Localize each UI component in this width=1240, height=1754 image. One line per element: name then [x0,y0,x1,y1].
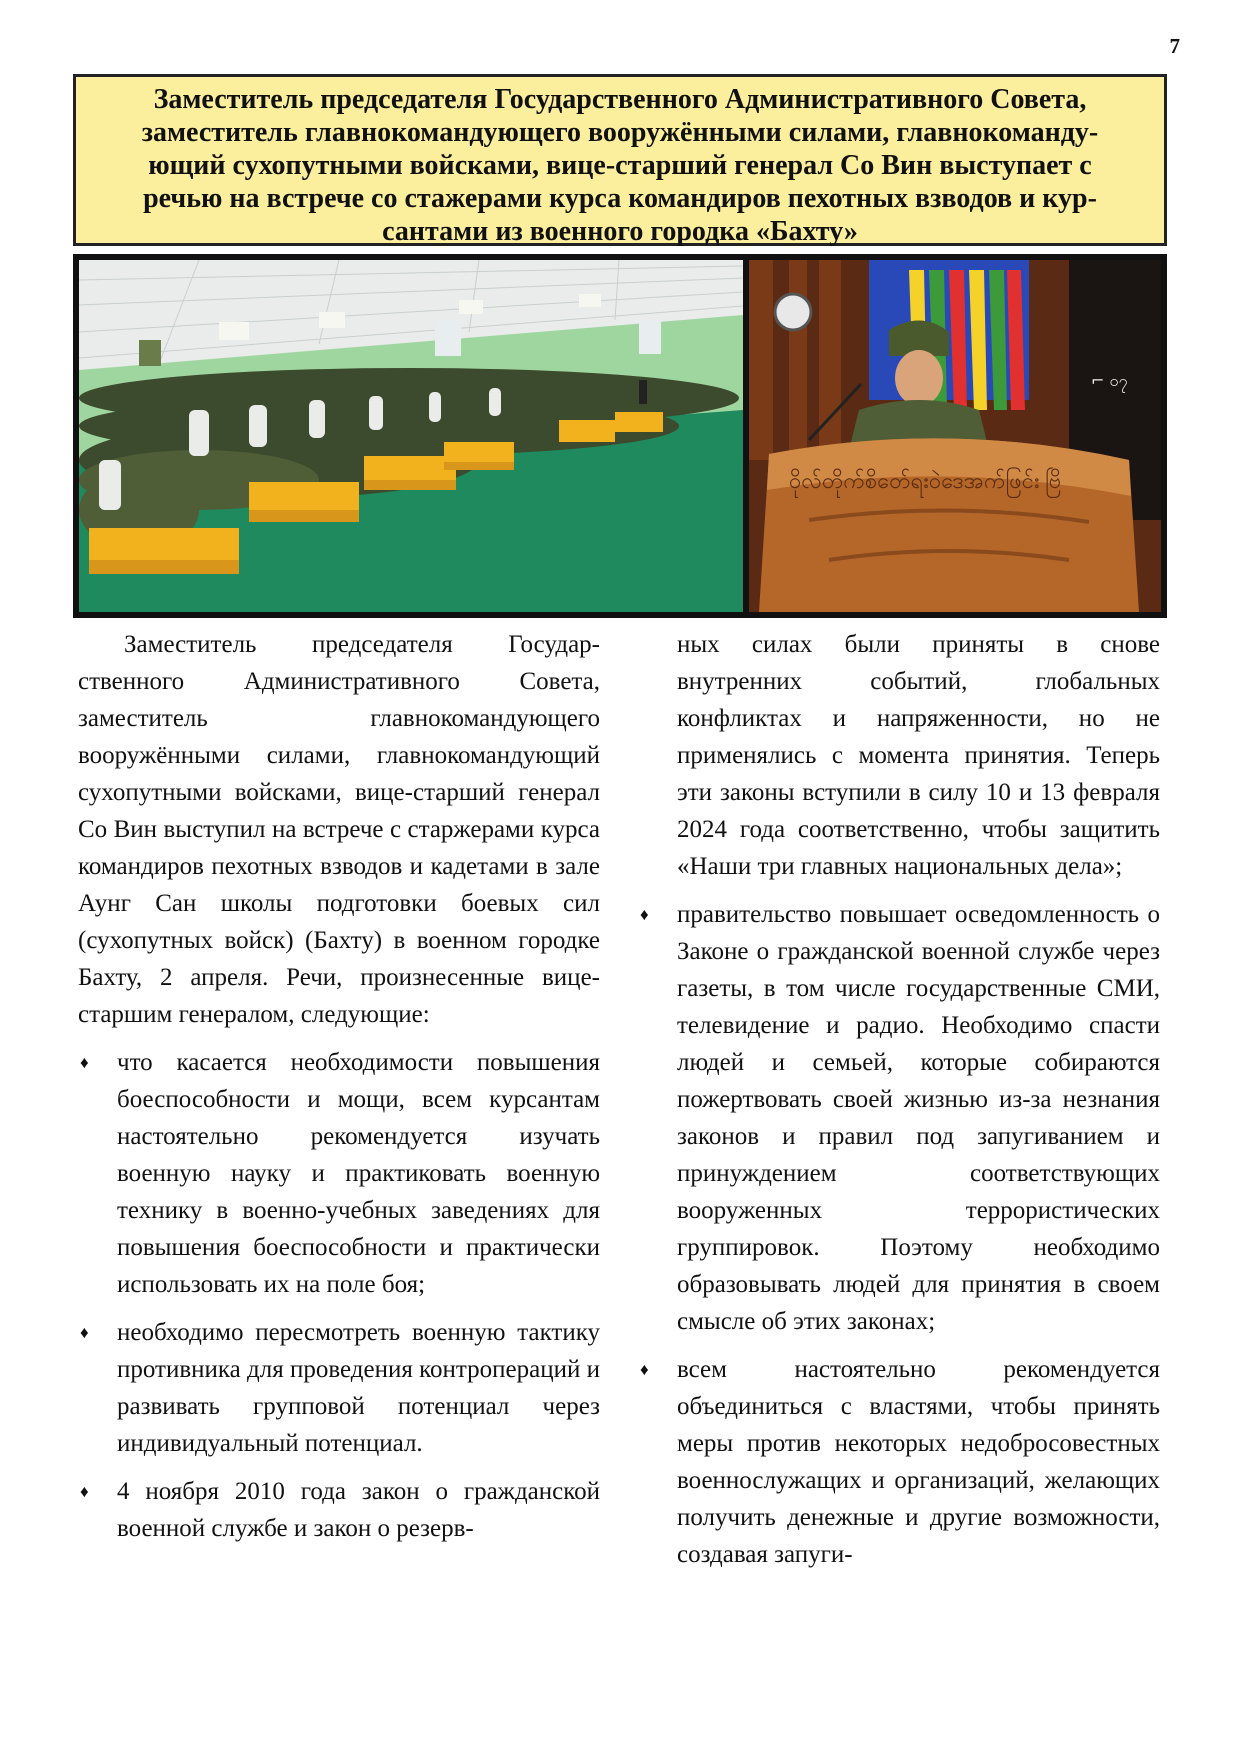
bullet-text: 4 ноября 2010 года закон о гражданской военной службе и закон о резерв- [117,1478,600,1542]
headline-box [73,74,1167,246]
speaker-image [749,260,1161,612]
continued-bullet-text: ных силах были приняты в снове внутренних событий, глобальных конфликтах и напряженности, но не применялись с момента принятия. Теперь эти законы вступили в силу 10 и 13 февраля 2024 года соответственно, чтобы защитить «Наши три главных национальных дела»; [677,631,1160,880]
bullet-text: правительство повышает осведомленность о Законе о гражданской военной службе через газеты, в том числе государственные СМИ, телевидение и радио. Необходимо спасти людей и семьей, которые собираются пожертвовать своей жизнью из-за незнания законов и правил под запугиванием и принуждением соответствующих вооруженных террористических группировок. Поэтому необходимо образовывать людей для принятия в своем смысле об этих законах; [677,901,1160,1335]
photo-meeting-hall [79,260,743,612]
headline-line: сантами из военного городка «Бахту» [382,216,858,247]
bullet-text: необходимо пересмотреть военную тактику противника для проведения контропераций и развивать групповой потенциал через индивидуальный потенциал. [117,1319,600,1457]
headline-line: ющий сухопутными войсками, вице-старший генерал Со Вин выступает с [148,150,1092,181]
left-column [78,626,600,1547]
headline-line: заместитель главнокомандующего вооружёнными силами, главнокоманду- [141,117,1099,148]
intro-paragraph: Заместитель председателя Государ-ственного Административного Совета, заместитель главнокомандующего вооружёнными силами, главнокомандующий сухопутными войсками, вице-старший генерал Со Вин выступил на встрече с старжерами курса командиров пехотных взводов и кадетами в зале Аунг Сан школы подготовки боевых сил (сухопутных войск) (Бахту) в военном городке Бахту, 2 апреля. Речи, произнесенные вице-старшим генералом, следующие: [78,631,600,1028]
meeting-hall-image [79,260,743,612]
bullet-item [78,1044,600,1303]
headline-line: Заместитель председателя Государственного Административного Совета, [153,84,1087,115]
podium-inscription: ဝိုလ်တိုက်စိတ်ေရးဝဲဒေအက်ဖြင်း ဗြိ [789,468,1062,493]
bullet-diamond-icon: ♦ [80,1053,89,1072]
bullet-diamond-icon: ♦ [640,1360,649,1379]
photo-strip [73,254,1167,618]
page-number: 7 [1169,34,1180,58]
headline-line: речью на встрече со стажерами курса командиров пехотных взводов и кур- [143,183,1097,214]
bullet-text: что касается необходимости повышения боеспособности и мощи, всем курсантам настоятельно рекомендуется изучать военную науку и практиковать военную технику в военно-учебных заведениях для повышения боеспособности и практически использовать их на поле боя; [117,1049,600,1298]
svg-text:⌐ ၀၇: ⌐ ၀၇ [1091,371,1128,390]
photo-speaker [749,260,1161,612]
bullet-item [638,896,1160,1340]
bullet-text: всем настоятельно рекомендуется объединиться с властями, чтобы принять меры против некоторых недобросовестных военнослужащих и организаций, желающих получить денежные и другие возможности, создавая запуги- [677,1356,1160,1568]
bullet-item [638,1351,1160,1573]
bullet-diamond-icon: ♦ [640,905,649,924]
bullet-diamond-icon: ♦ [80,1482,89,1501]
bullet-item [78,1314,600,1462]
bullet-item [78,1473,600,1547]
bullet-diamond-icon: ♦ [80,1323,89,1342]
right-column [638,626,1160,1573]
